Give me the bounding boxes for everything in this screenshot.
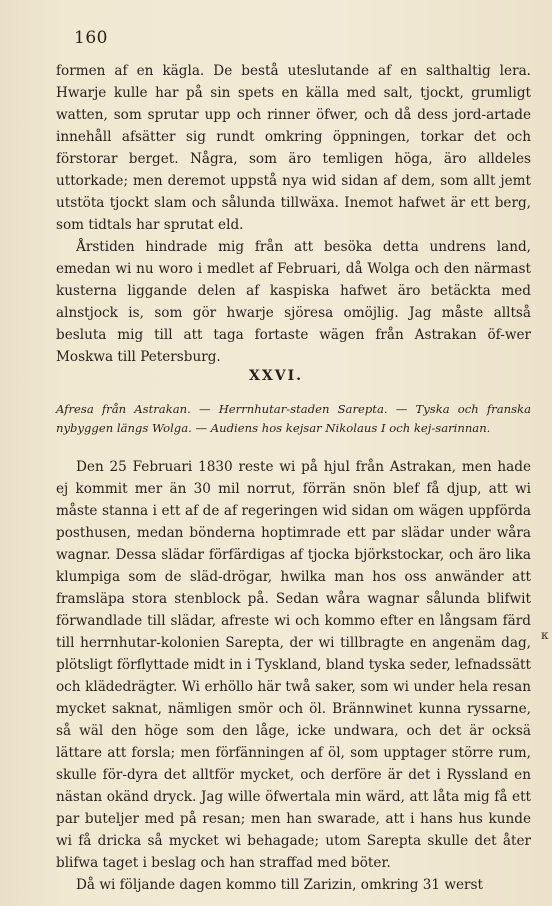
text-block-bottom bbox=[56, 456, 531, 896]
page-number: 160 bbox=[74, 28, 108, 48]
paragraph-3: Den 25 Februari 1830 reste wi på hjul från Astrakan, men hade ej kommit mer än 30 mil norrut, förrän snön blef få djup, att wi måste stanna i ett af de af regeringen wid sidan om wägen uppförda posthusen, medan bönderna hoptimrade ett par slädar under wåra wagnar. Dessa slädar förfärdigas af tjocka björkstockar, och äro lika klumpiga som de släd-drögar, hwilka man hos oss anwänder att framsläpa stora stenblock på. Sedan wåra wagnar sålunda blifwit förwandlade till slädar, afreste wi och kommo efter en långsam färd till herrnhutar-kolonien Sarepta, der wi tillbragte en angenäm dag, plötsligt förflyttade midt in i Tyskland, bland tyska seder, lefnadssätt och klädedrägter. Wi erhöllo här twå saker, som wi under hela resan mycket saknat, nämligen smör och öl. Brännwinet kunna ryssarne, så wäl den höge som den låge, icke undwara, och det är ocksä lättare att forsla; men förfänningen af öl, som upptager större rum, skulle för-dyra det alltför mycket, och derföre är det i Ryssland en nästan okänd dryck. Jag wille öfwertala min wärd, att låta mig få ett par buteljer med på resan; men han swarade, att i hans hus kunde wi få dricka så mycket wi behagade; utom Sarepta skulle det åter blifwa taget i beslag och han straffad med böter. bbox=[56, 459, 531, 871]
margin-mark: κ bbox=[541, 628, 549, 642]
chapter-summary: Afresa från Astrakan. — Herrnhutar-staden Sarepta. — Tyska och franska nybyggen längs Wolga. — Audiens hos kejsar Nikolaus I och kej-sarinnan. bbox=[56, 402, 531, 435]
text-block-top bbox=[56, 60, 531, 368]
paragraph-1: formen af en kägla. De bestå uteslutande af en salthaltig lera. Hwarje kulle har på sin spets en källa med salt, tjockt, grumligt watten, som sprutar upp och rinner öfwer, och då dess jord-artade innehåll afsätter sig rundt omkring öppningen, torkar det och förstorar berget. Några, som äro temligen höga, äro alldeles uttorkade; men deremot uppstå nya wid sidan af dem, som allt jemt utstöta tjockt slam och sålunda tillwäxa. Inemot hafwet är ett berg, som tidtals har sprutat eld. bbox=[56, 63, 531, 233]
chapter-heading: XXVI. bbox=[248, 368, 303, 384]
paragraph-4: Då wi följande dagen kommo till Zarizin, omkring 31 werst bbox=[76, 877, 483, 893]
paragraph-2: Årstiden hindrade mig från att besöka detta undrens land, emedan wi nu woro i medlet af Februari, då Wolga och den närmast kusterna liggande delen af kaspiska hafwet äro betäckta med alnstjock is, som gör hwarje sjöresa omöjlig. Jag måste alltså besluta mig till att taga fortaste wägen från Astrakan öf-wer Moskwa till Petersburg. bbox=[56, 239, 531, 365]
